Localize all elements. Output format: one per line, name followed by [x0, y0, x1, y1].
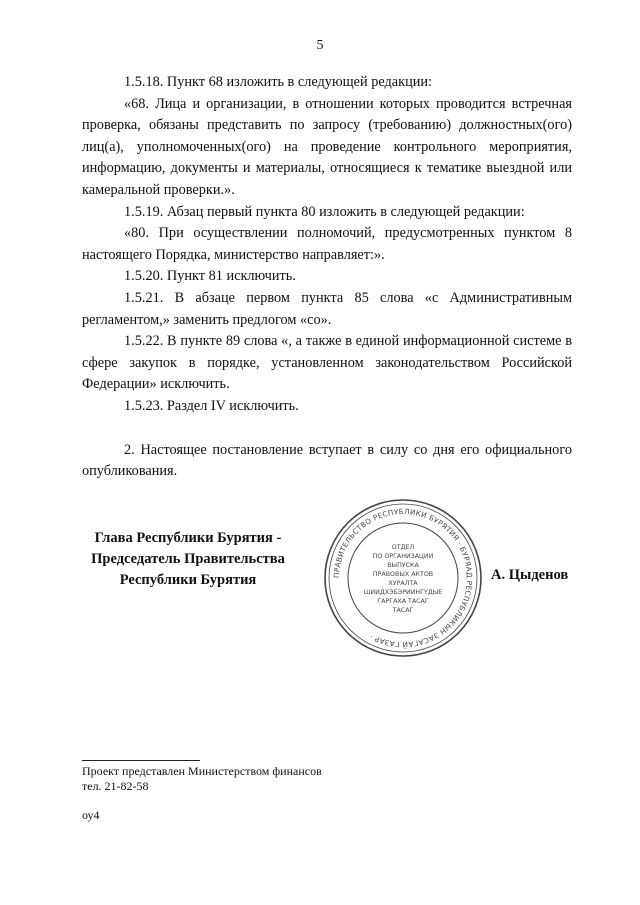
signatory-name: А. Цыденов	[491, 567, 569, 583]
footnote	[82, 764, 322, 793]
paragraph: 1.5.23. Раздел IV исключить.	[124, 397, 299, 414]
footnote-line: тел. 21-82-58	[82, 778, 149, 793]
seal-center-line: ПРАВОВЫХ АКТОВ	[372, 571, 434, 578]
page-number: 5	[316, 38, 324, 53]
paragraph: «80. При осуществлении полномочий, предусмотренных пунктом 8 настоящего Порядка, министерство направляет:».	[82, 225, 572, 263]
signatory-title-line: Республики Бурятия	[119, 572, 257, 588]
document-code: оу4	[82, 808, 100, 822]
signatory-title	[78, 528, 298, 591]
signatory-title-line: Председатель Правительства	[91, 551, 285, 567]
document-body	[82, 72, 572, 483]
paragraph: 1.5.22. В пункте 89 слова «, а также в единой информационной системе в сфере закупок в порядке, установленном законодательством Российской Федерации» исключить.	[82, 333, 572, 393]
paragraph: 1.5.18. Пункт 68 изложить в следующей редакции:	[124, 74, 433, 90]
paragraph: 1.5.20. Пункт 81 исключить.	[124, 268, 296, 285]
seal-center-line: ПО ОРГАНИЗАЦИИ	[372, 553, 434, 560]
seal-center-line: ОТДЕЛ	[391, 544, 415, 551]
seal-center-line: ШИИДХЭБЭРИИНГҮДЫЕ	[363, 589, 443, 596]
paragraph: 1.5.21. В абзаце первом пункта 85 слова «с Административным регламентом,» заменить предлогом «со».	[82, 289, 572, 328]
footnote-divider	[82, 760, 200, 761]
seal-center-line: ХУРАЛТА	[388, 580, 418, 587]
footnote-line: Проект представлен Министерством финансов	[82, 764, 322, 778]
svg-text:ПРАВИТЕЛЬСТВО РЕСПУБЛИКИ БУРЯТ	[332, 507, 474, 649]
official-seal-stamp	[322, 497, 484, 659]
seal-center-line: ГАРГАХА ТАСАГ	[377, 598, 429, 605]
seal-center-line: ТАСАГ	[392, 607, 414, 614]
seal-ring-text: ПРАВИТЕЛЬСТВО РЕСПУБЛИКИ БУРЯТИЯ · БУРЯАД РЕСПУБЛИКЫН ЗАСАГАЙ ГАЗАР ·	[331, 506, 475, 650]
paragraph: 2. Настоящее постановление вступает в силу со дня его официального опубликования.	[82, 441, 572, 480]
seal-center-line: ВЫПУСКА	[387, 562, 419, 569]
signatory-title-line: Глава Республики Бурятия -	[94, 530, 282, 546]
paragraph: «68. Лица и организации, в отношении которых проводится встречная проверка, обязаны представить по запросу (требованию) должностных(ого) лиц(а), уполномоченных(ого) на проведение контрольного мероприятия, информацию, документы и материалы, относящиеся к тематике выездной или камеральной проверки.».	[82, 95, 572, 198]
paragraph: 1.5.19. Абзац первый пункта 80 изложить в следующей редакции:	[124, 203, 525, 220]
